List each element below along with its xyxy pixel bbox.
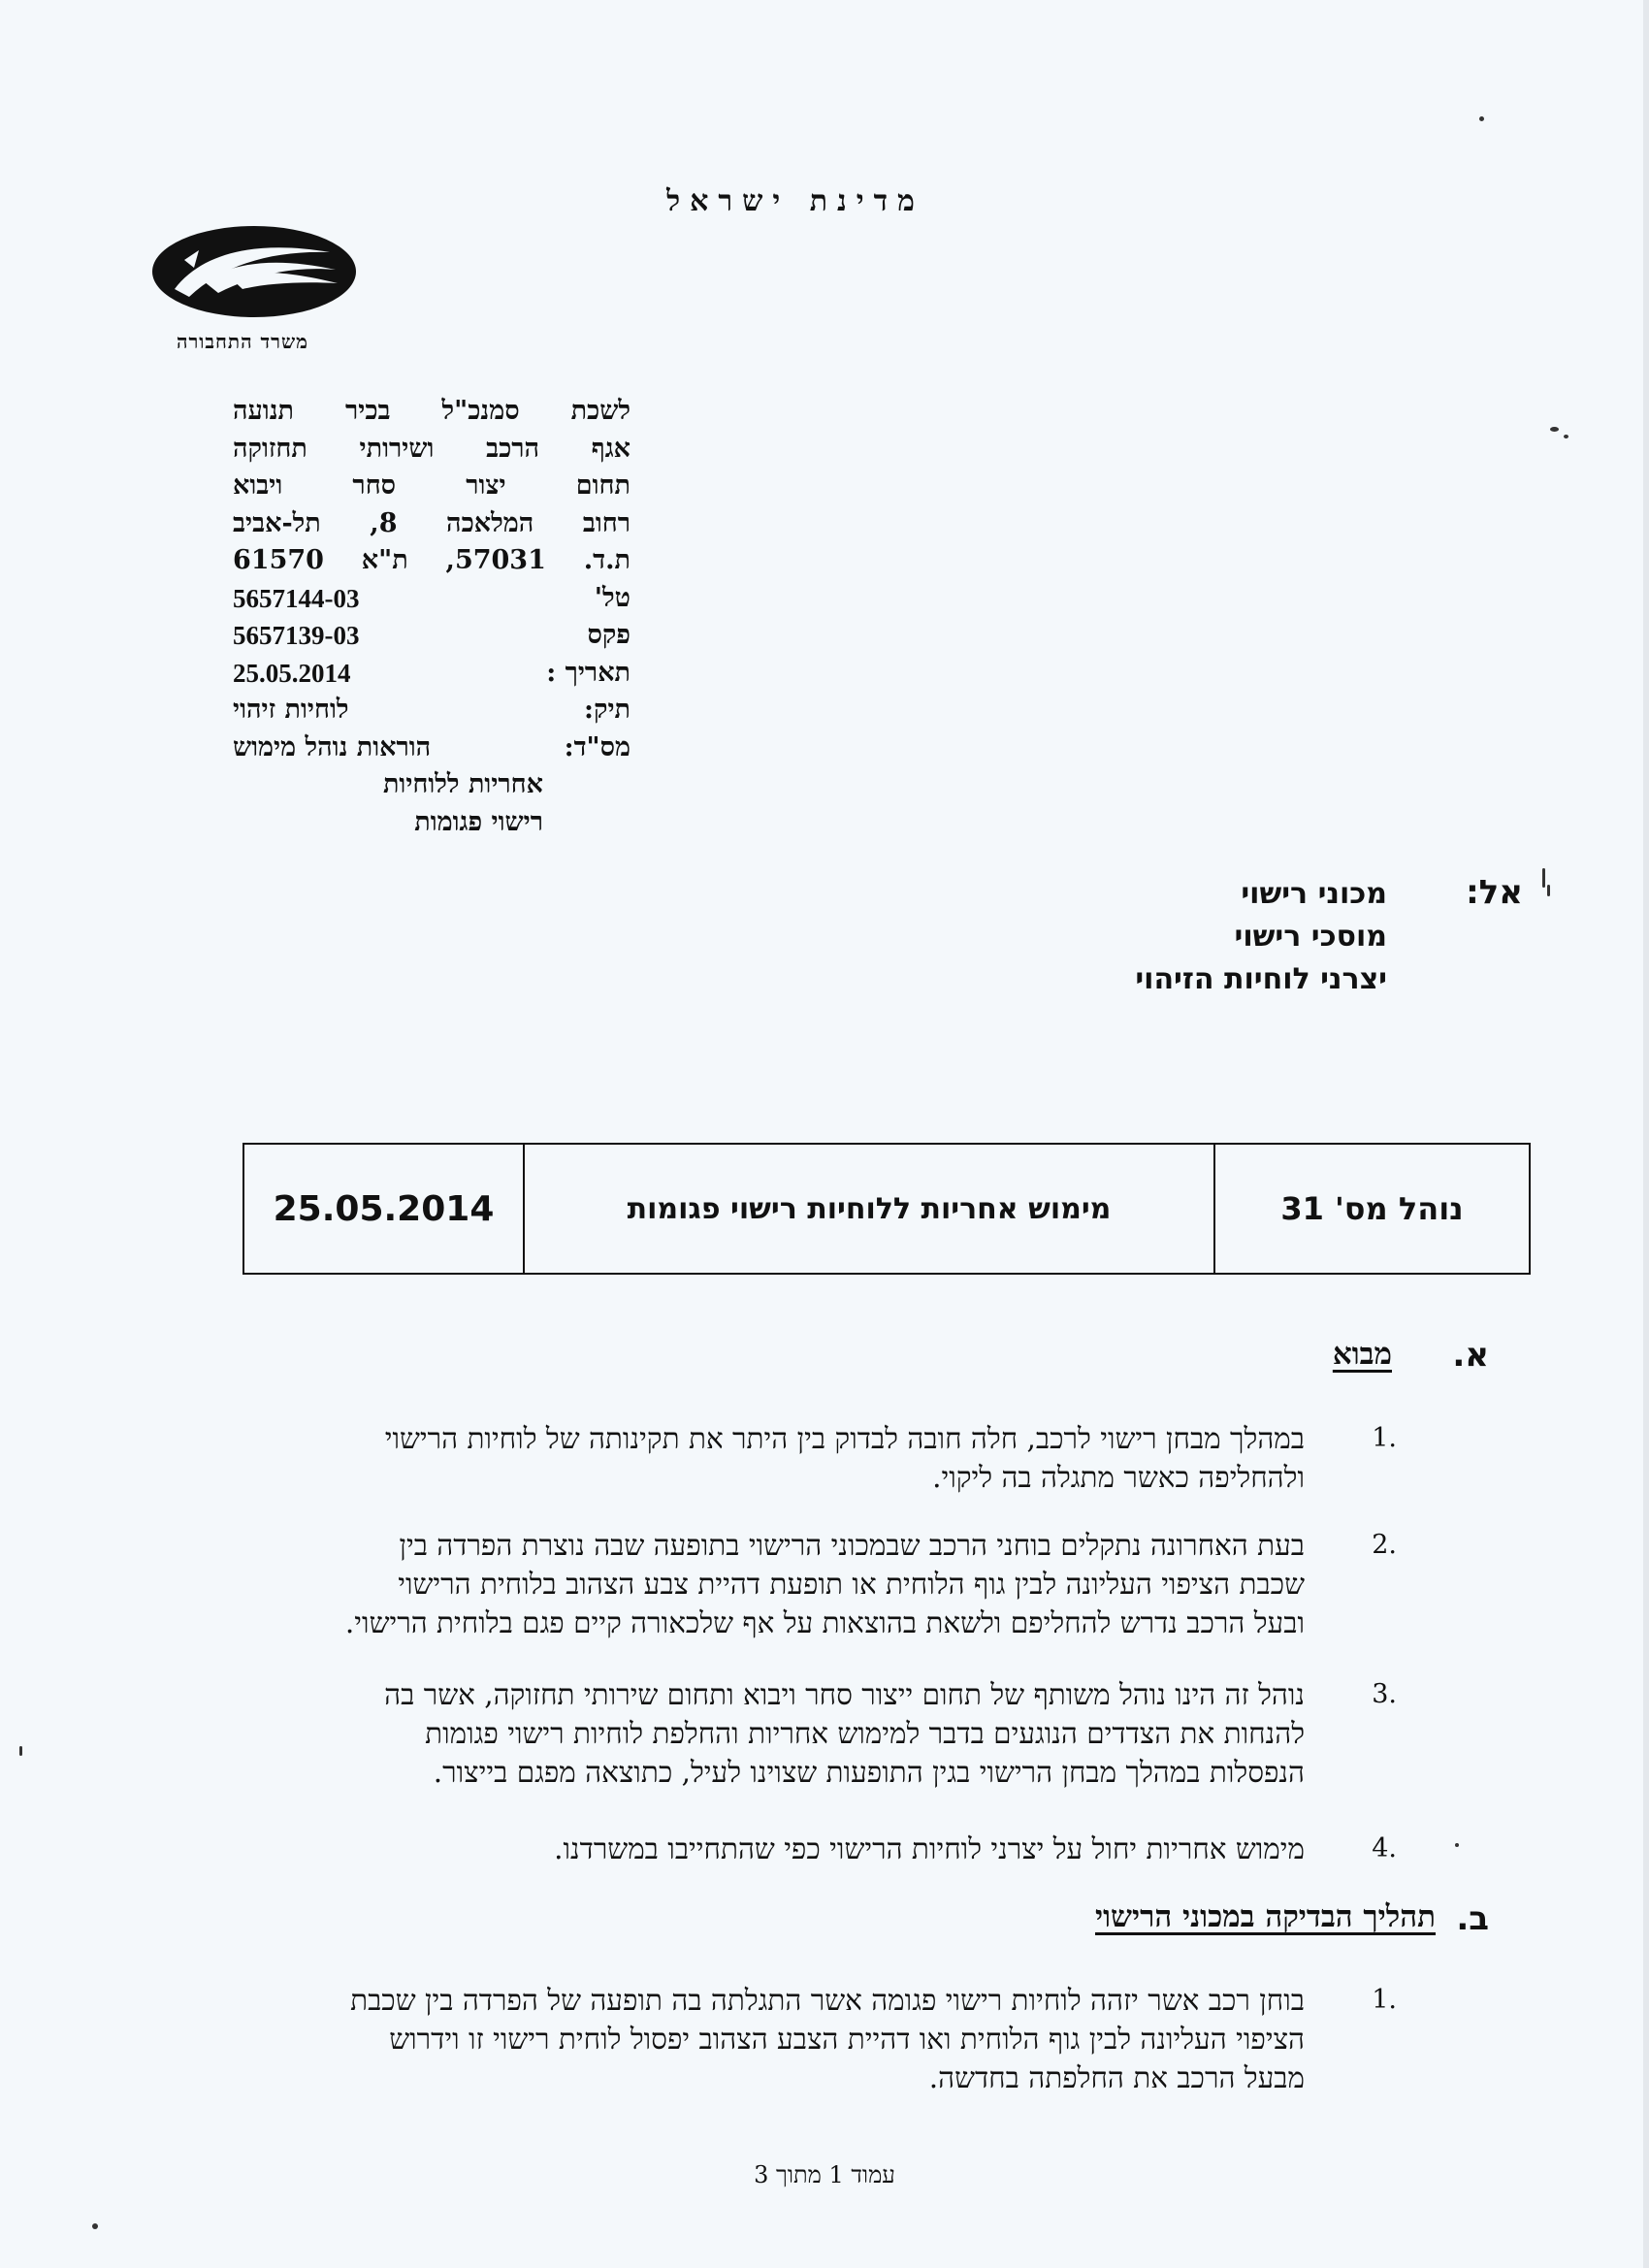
recipients-list [1067, 873, 1387, 1001]
doc-row [233, 729, 630, 767]
paragraph [184, 1675, 1305, 1792]
ministry-logo [146, 221, 359, 328]
section-a-letter: א. [1452, 1336, 1489, 1375]
recipient-item: מוסכי רישוי [1234, 920, 1387, 954]
date-value: 25.05.2014 [233, 658, 351, 688]
doc-value-line: אחריות ללוחיות [382, 769, 543, 799]
scan-speck [1455, 1843, 1459, 1847]
paragraph-line: הנפסלות במהלך מבחן הרישוי בגין התופעות שצוינו לעיל, כתוצאה מפגם בייצור. [433, 1756, 1305, 1789]
paragraph-line: מבעל הרכב את החלפתה בחדשה. [928, 2061, 1305, 2094]
paragraph-number: .4 [1372, 1833, 1397, 1863]
scan-speck [1564, 435, 1568, 438]
doc-row-cont [233, 804, 630, 842]
paragraph-line: במהלך מבחן רישוי לרכב, חלה חובה לבדוק בין היתר את תקינותה של לוחיות הרישוי [384, 1422, 1305, 1455]
sender-line: תחום יצור סחר ויבוא [233, 470, 630, 501]
section-a-title: מבוא [1332, 1337, 1392, 1372]
phone-row [233, 580, 630, 618]
paragraph-number: .2 [1372, 1530, 1397, 1560]
procedure-number: נוהל מס' 31 [1213, 1145, 1529, 1273]
fax-row [233, 617, 630, 655]
paragraph-number: .1 [1372, 1423, 1397, 1453]
procedure-date: 25.05.2014 [273, 1188, 495, 1229]
date-row [233, 655, 630, 693]
paragraph [184, 1981, 1305, 2097]
state-title: מדינת ישראל [666, 184, 924, 218]
section-b-title: תהליך הבדיקה במכוני הרישוי [1094, 1899, 1436, 1934]
scan-speck [92, 2223, 98, 2229]
paragraph-line: נוהל זה הינו נוהל משותף של תחום ייצור סחר ויבוא ותחום שירותי תחזוקה, אשר בה [384, 1678, 1305, 1711]
file-row [233, 692, 630, 729]
doc-label: מס"ד: [564, 731, 630, 762]
date-label: תאריך : [546, 657, 630, 688]
paragraph [184, 1419, 1305, 1497]
doc-row-cont [233, 766, 630, 804]
recipient-item: יצרני לוחיות הזיהוי [1135, 962, 1387, 996]
paragraph-number: .1 [1372, 1985, 1397, 2015]
doc-value-line: רישוי פגומות [414, 806, 543, 837]
file-value: לוחיות זיהוי [233, 695, 349, 725]
procedure-header-table [242, 1143, 1531, 1275]
paragraph [184, 1830, 1305, 1868]
paragraph-line: הציפוי העליונה לבין גוף הלוחית ואו דהיית הצבע הצהוב יפסול לוחית רישוי זו וידרוש [389, 2023, 1305, 2056]
file-label: תיק: [584, 695, 630, 725]
sender-line: רחוב המלאכה 8, תל-אביב [233, 507, 630, 538]
doc-value-line: הוראות נוהל מימוש [233, 731, 432, 762]
ministry-name: משרד התחבורה [176, 330, 309, 353]
paragraph [184, 1526, 1305, 1642]
scan-speck [1550, 427, 1559, 432]
scan-speck [1542, 868, 1545, 888]
phone-label: טל' [594, 582, 630, 613]
paragraph-line: בעת האחרונה נתקלים בוחני הרכב שבמכוני הרישוי בתופעה שבה נוצרת הפרדה בין [399, 1529, 1305, 1562]
fax-label: פקס [587, 620, 630, 650]
paragraph-number: .3 [1372, 1679, 1397, 1709]
sender-block [233, 393, 630, 841]
phone-value: 5657144-03 [233, 583, 360, 613]
recipients-label: אל: [1466, 873, 1523, 912]
recipient-item: מכוני רישוי [1241, 877, 1387, 911]
sender-line: לשכת סמנכ"ל בכיר תנועה [233, 396, 630, 426]
scan-speck [19, 1746, 22, 1756]
paragraph-line: מימוש אחריות יחול על יצרני לוחיות הרישוי כפי שהתחייבו במשרדנו. [554, 1832, 1305, 1865]
scan-speck [1479, 116, 1484, 121]
scan-speck [1547, 885, 1550, 896]
paragraph-line: בוחן רכב אשר יזהה לוחיות רישוי פגומה אשר התגלתה בה תופעה של הפרדה בין שכבת [350, 1984, 1305, 2017]
paragraph-line: ולהחליפה כאשר מתגלה בה ליקוי. [932, 1461, 1305, 1494]
sender-line: אגף הרכב ושירותי תחזוקה [233, 433, 630, 464]
sender-line: ת.ד. 57031, ת"א 61570 [233, 545, 630, 575]
paragraph-line: להנחות את הצדדים הנוגעים בדבר למימוש אחריות והחלפת לוחיות רישוי פגומות [425, 1717, 1305, 1750]
fax-value: 5657139-03 [233, 621, 360, 650]
paragraph-line: שכבת הציפוי העליונה לבין גוף הלוחית או תופעת דהיית צבע הצהוב בלוחית הרישוי [398, 1568, 1305, 1601]
paragraph-line: ובעל הרכב נדרש להחליפם ולשאת בהוצאות על אף שלכאורה קיים פגם בלוחית הרישוי. [344, 1606, 1305, 1639]
page-number-footer: עמוד 1 מתוך 3 [754, 2161, 895, 2188]
procedure-title: מימוש אחריות ללוחיות רישוי פגומות [523, 1145, 1213, 1273]
section-b-letter: ב. [1456, 1899, 1489, 1938]
